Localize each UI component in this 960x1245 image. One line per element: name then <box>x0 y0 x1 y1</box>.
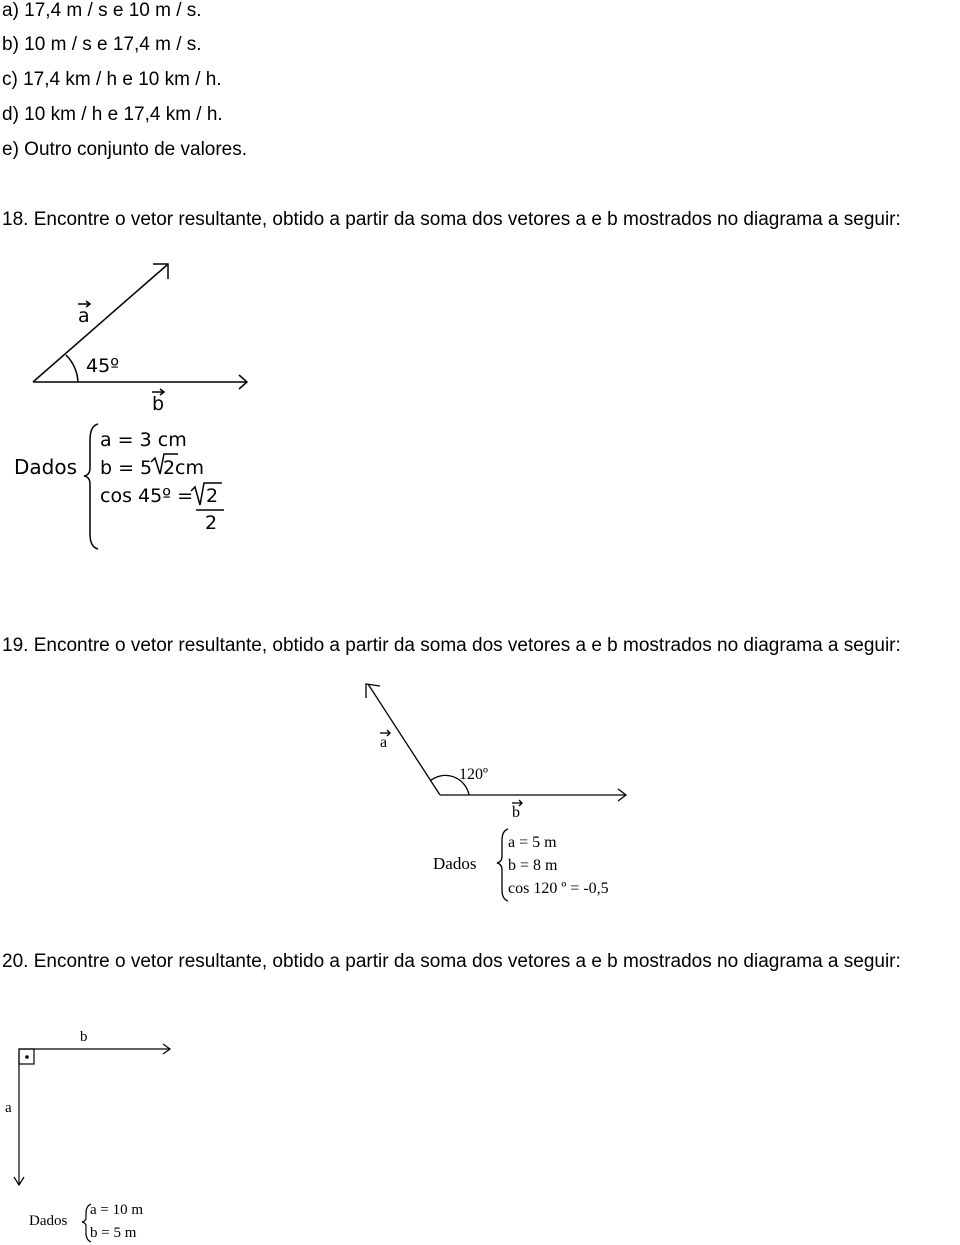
question-text: . Encontre o vetor resultante, obtido a partir da soma dos vetores a e b mostrados no diagrama a seguir: <box>23 951 901 972</box>
label-a: a <box>5 1100 12 1116</box>
label-b: b <box>512 804 520 821</box>
question-number: 18 <box>2 209 24 230</box>
label-b: b <box>152 393 165 415</box>
question-text: . Encontre o vetor resultante, obtido a partir da soma dos vetores a e b mostrados no diagrama a seguir: <box>23 209 901 230</box>
given-a: a = 5 m <box>508 834 557 851</box>
option-a: a) 17,4 m / s e 10 m / s. <box>2 0 202 21</box>
given-cos-numerator: 2 <box>206 485 219 507</box>
given-b: b = 5 m <box>90 1225 137 1241</box>
option-e: e) Outro conjunto de valores. <box>2 139 248 160</box>
given-cos: cos 120 º = -0,5 <box>508 880 609 897</box>
label-a: a <box>380 734 388 751</box>
given-b-suffix: cm <box>175 457 204 479</box>
dados-brace <box>497 829 508 901</box>
label-b: b <box>80 1029 88 1045</box>
dados-brace <box>84 424 98 549</box>
given-b-radicand: 2 <box>163 457 176 479</box>
dados-label: Dados <box>29 1213 68 1229</box>
angle-arc <box>66 355 78 382</box>
question-number: 20 <box>2 951 24 972</box>
label-a: a <box>78 305 90 327</box>
option-c: c) 17,4 km / h e 10 km / h. <box>2 69 222 90</box>
diagram-19 <box>366 684 626 901</box>
angle-label: 45º <box>86 355 120 377</box>
question-19 <box>2 635 901 657</box>
question-20 <box>2 951 901 973</box>
given-cos-prefix: cos 45º = <box>100 485 194 507</box>
question-number: 19 <box>2 635 24 656</box>
question-text: . Encontre o vetor resultante, obtido a partir da soma dos vetores a e b mostrados no diagrama a seguir: <box>23 635 901 656</box>
right-angle-dot <box>25 1055 29 1059</box>
given-a: a = 3 cm <box>100 429 187 451</box>
option-b: b) 10 m / s e 17,4 m / s. <box>2 34 202 55</box>
dados-label: Dados <box>433 854 477 873</box>
option-d: d) 10 km / h e 17,4 km / h. <box>2 104 223 125</box>
dados-label: Dados <box>14 455 78 479</box>
given-a: a = 10 m <box>90 1202 144 1218</box>
angle-label: 120º <box>459 766 488 783</box>
given-cos-denominator: 2 <box>205 512 218 534</box>
given-b: b = 8 m <box>508 857 558 874</box>
vector-a-line <box>368 684 440 795</box>
given-b-prefix: b = 5 <box>100 457 153 479</box>
